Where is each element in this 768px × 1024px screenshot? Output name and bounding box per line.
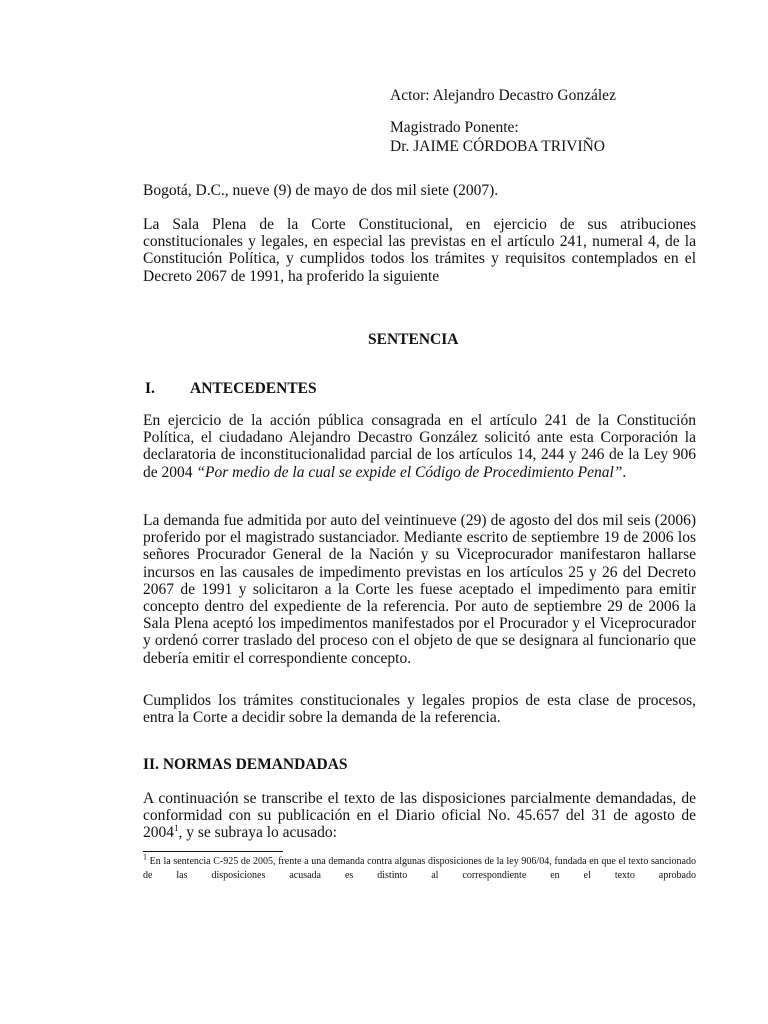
actor-line: Actor: Alejandro Decastro González bbox=[390, 87, 616, 104]
magistrado-name: Dr. JAIME CÓRDOBA TRIVIÑO bbox=[390, 138, 606, 155]
intro-paragraph: La Sala Plena de la Corte Constitucional, en ejercicio de sus atribuciones constitucionales y legales, en especial las previstas en el artículo 241, numeral 4, de la Constitución Política, y cumplidos todos los trámites y requisitos contemplados en el Decreto 2067 de 1991, ha proferido la siguiente bbox=[143, 216, 696, 285]
footnote-text: En la sentencia C-925 de 2005, frente a una demanda contra algunas disposiciones de la ley 906/04, fundada en que el texto sancionado de las disposiciones acusada es distinto al correspondiente en el texto aprobado bbox=[143, 856, 696, 881]
antecedentes-paragraph-1 bbox=[143, 412, 696, 481]
magistrado-block bbox=[390, 118, 605, 156]
section-1-title: ANTECEDENTES bbox=[190, 380, 317, 397]
footnote-divider bbox=[143, 851, 283, 852]
normas-paragraph bbox=[143, 790, 696, 842]
section-2-title: II. NORMAS DEMANDADAS bbox=[143, 756, 348, 773]
normas-p1-end: , y se subraya lo acusado: bbox=[178, 824, 337, 842]
sentencia-title: SENTENCIA bbox=[368, 331, 459, 348]
section-1-number: I. bbox=[145, 380, 155, 397]
antecedentes-p1-text: En ejercicio de la acción pública consagrada en el artículo 241 de la Constitución Política, el ciudadano Alejandro Decastro González solicitó ante esta Corporación la declaratoria de inconstitucionalidad parcial de los artículos 14, 244 y 246 de la Ley 906 de 2004 bbox=[143, 412, 696, 481]
footnote bbox=[143, 852, 696, 883]
law-title-quote: “Por medio de la cual se expide el Código de Procedimiento Penal” bbox=[196, 463, 623, 481]
normas-p1-text: A continuación se transcribe el texto de las disposiciones parcialmente demandadas, de conformidad con su publicación en el Diario oficial No. 45.657 del 31 de agosto de 2004 bbox=[143, 790, 696, 842]
footnote-mark: 1 bbox=[143, 852, 147, 862]
antecedentes-paragraph-2: La demanda fue admitida por auto del veintinueve (29) de agosto del dos mil seis (2006) proferido por el magistrado sustanciador. Mediante escrito de septiembre 19 de 2006 los señores Procurador General de la Nación y su Viceprocurador manifestaron hallarse incursos en las causales de impedimento previstas en los artículos 25 y 26 del Decreto 2067 de 1991 y solicitaron a la Corte les fuese aceptado el impedimento para emitir concepto dentro del expediente de la referencia. Por auto de septiembre 29 de 2006 la Sala Plena aceptó los impedimentos manifestados por el Procurador y el Viceprocurador y ordenó correr traslado del proceso con el objeto de que se designara al funcionario que debería emitir el correspondiente concepto. bbox=[143, 512, 696, 667]
date-line: Bogotá, D.C., nueve (9) de mayo de dos mil siete (2007). bbox=[143, 182, 499, 199]
magistrado-label: Magistrado Ponente: bbox=[390, 119, 519, 136]
antecedentes-p1-end: . bbox=[622, 463, 627, 481]
antecedentes-paragraph-3: Cumplidos los trámites constitucionales y legales propios de esta clase de procesos, entra la Corte a decidir sobre la demanda de la referencia. bbox=[143, 692, 696, 727]
footnote-reference[interactable]: 1 bbox=[174, 823, 179, 834]
